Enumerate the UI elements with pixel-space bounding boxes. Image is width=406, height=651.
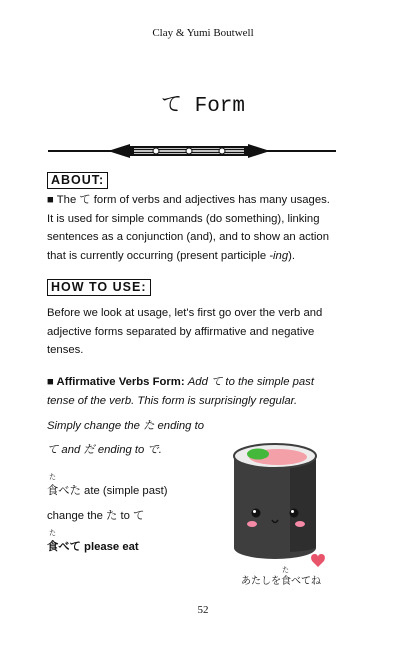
page-header: Clay & Yumi Boutwell — [152, 27, 254, 39]
about-line-1: ■ The て form of verbs and adjectives has many usages. — [47, 194, 330, 206]
about-line-3: sentences as a conjunction (and), and to show an action — [47, 231, 329, 243]
how-to-use-heading: HOW TO USE: — [47, 279, 151, 296]
how-line-3: tenses. — [47, 344, 84, 356]
page-title: て Form — [160, 95, 245, 118]
furigana-1: た — [49, 474, 56, 481]
ornament-divider — [44, 139, 340, 163]
about-line-4-end: ). — [288, 249, 296, 262]
example-1-japanese: 食べた — [47, 485, 81, 497]
about-line-4-text: that is currently occurring (present participle — [47, 249, 270, 262]
about-line-4-ing: -ing — [269, 249, 289, 262]
illustration-caption: あたしを食べてね — [241, 576, 321, 587]
affirmative-text-3: Simply change the た ending to — [47, 420, 204, 432]
affirmative-text-4: て and だ ending to で. — [47, 444, 162, 456]
how-to-use-paragraph — [47, 304, 347, 360]
caption-furigana: た — [282, 567, 289, 574]
about-line-4 — [47, 247, 347, 266]
about-heading: ABOUT: — [47, 172, 108, 189]
affirmative-label: ■ Affirmative Verbs Form: — [47, 376, 185, 388]
sushi-roll-illustration — [222, 440, 332, 570]
about-paragraph — [47, 191, 347, 265]
how-line-2: adjective forms separated by affirmative and negative — [47, 325, 315, 338]
affirmative-line-3 — [47, 417, 204, 433]
affirmative-text-2: tense of the verb. This form is surprisingly regular. — [47, 395, 298, 407]
affirmative-text-1: Add て to the simple past — [187, 376, 314, 388]
page-number: 52 — [197, 604, 209, 616]
affirmative-line-2 — [47, 395, 297, 407]
example-1 — [47, 482, 168, 498]
example-2-japanese: 食べて — [47, 541, 81, 553]
example-2-english: please eat — [80, 541, 139, 553]
change-instruction: change the た to て — [47, 510, 145, 522]
affirmative-line-1 — [47, 373, 314, 389]
how-line-1: Before we look at usage, let's first go over the verb and — [47, 307, 323, 319]
example-2 — [47, 538, 139, 554]
affirmative-line-4 — [47, 441, 162, 457]
about-line-2: It is used for simple commands (do something), linking — [47, 212, 320, 225]
furigana-2: た — [49, 530, 56, 537]
example-1-english: ate (simple past) — [80, 485, 168, 497]
